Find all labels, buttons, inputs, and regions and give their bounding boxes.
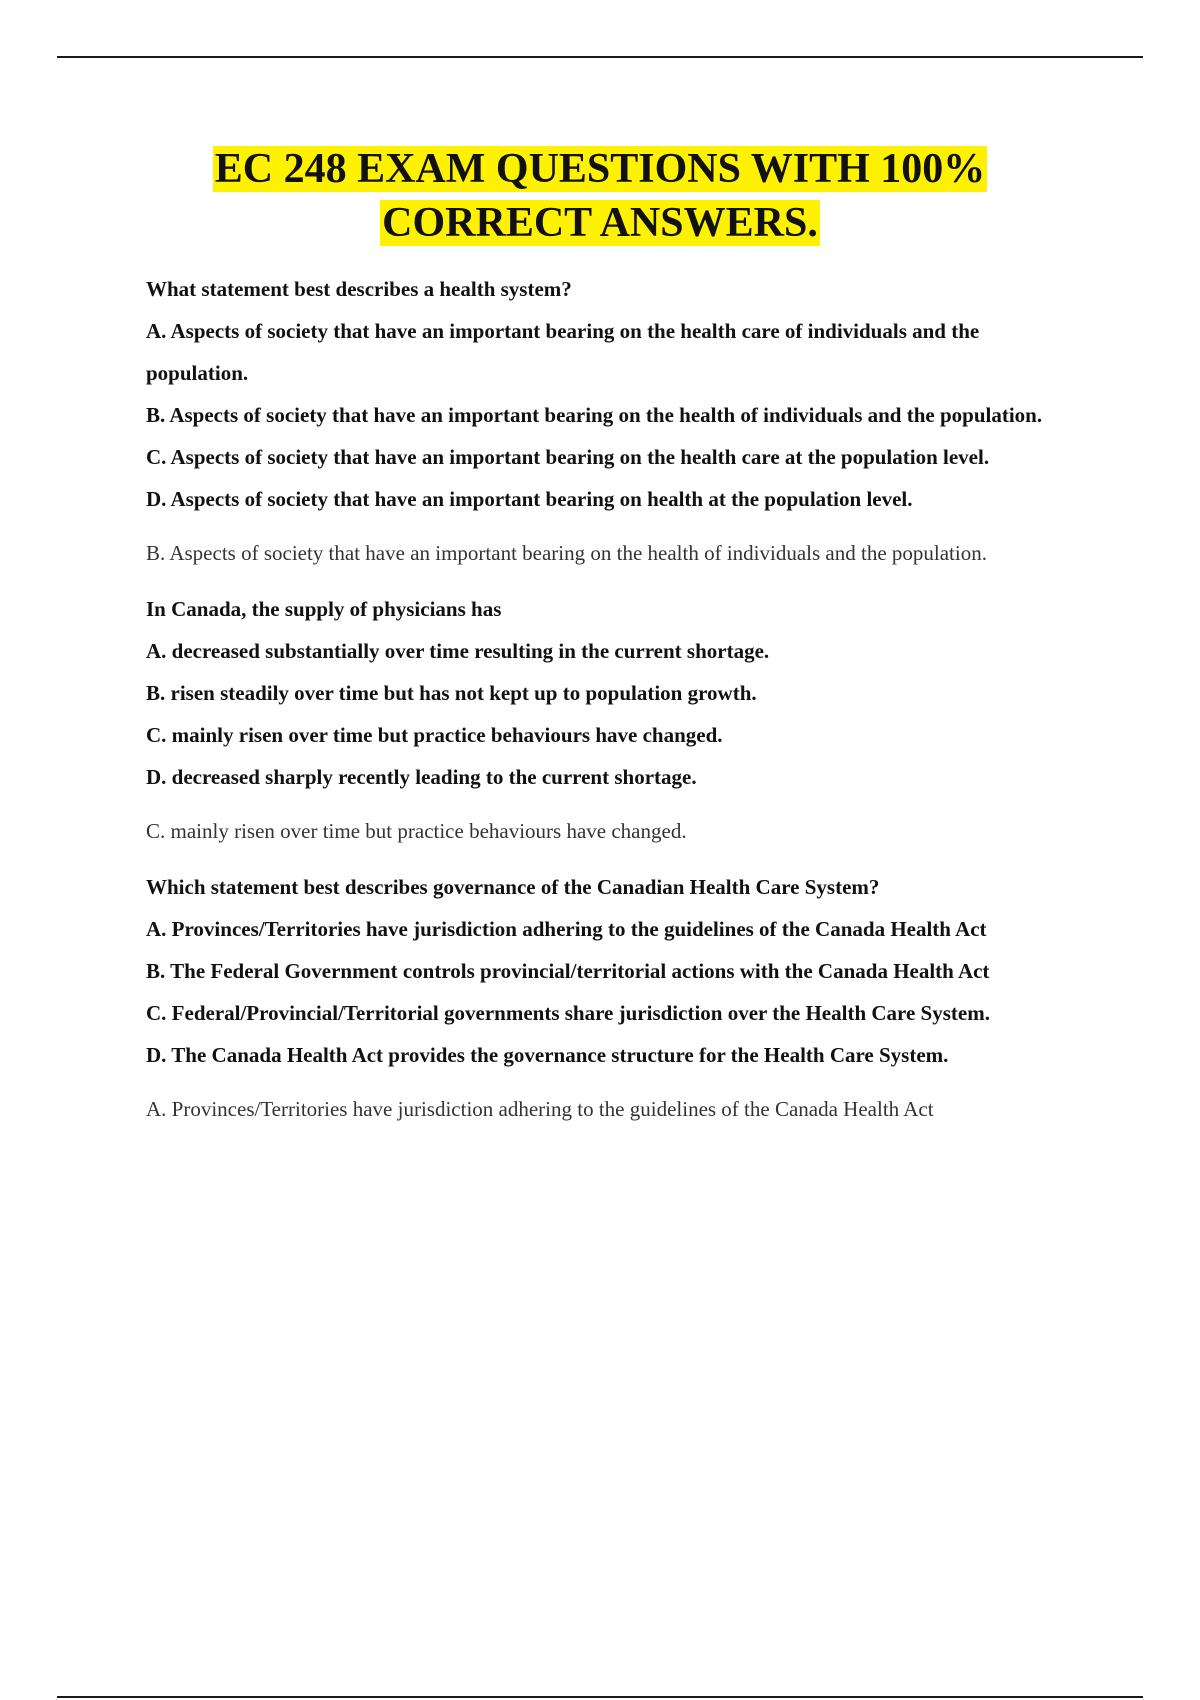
question-prompt: Which statement best describes governance of the Canadian Health Care System? <box>146 875 880 899</box>
option-c: C. Federal/Provincial/Territorial governments share jurisdiction over the Health Care System. <box>146 1001 990 1025</box>
option-b: B. Aspects of society that have an important bearing on the health of individuals and the population. <box>146 403 1043 427</box>
question-list <box>146 268 1086 1130</box>
correct-answer: B. Aspects of society that have an important bearing on the health of individuals and the population. <box>146 541 987 565</box>
question-block <box>146 866 1086 1130</box>
option-c: C. Aspects of society that have an important bearing on the health care at the population level. <box>146 445 990 469</box>
option-c: C. mainly risen over time but practice behaviours have changed. <box>146 723 723 747</box>
correct-answer: C. mainly risen over time but practice behaviours have changed. <box>146 819 687 843</box>
correct-answer: A. Provinces/Territories have jurisdiction adhering to the guidelines of the Canada Health Act <box>146 1097 934 1121</box>
option-a: A. Provinces/Territories have jurisdiction adhering to the guidelines of the Canada Health Act <box>146 917 987 941</box>
top-rule <box>57 56 1143 58</box>
question-block <box>146 588 1086 852</box>
option-a: A. decreased substantially over time resulting in the current shortage. <box>146 639 770 663</box>
option-b: B. The Federal Government controls provincial/territorial actions with the Canada Health Act <box>146 959 990 983</box>
question-block <box>146 268 1086 574</box>
document-title <box>0 142 1200 250</box>
question-prompt: What statement best describes a health system? <box>146 277 572 301</box>
title-line-1: EC 248 EXAM QUESTIONS WITH 100% <box>214 146 986 192</box>
option-d: D. The Canada Health Act provides the governance structure for the Health Care System. <box>146 1043 949 1067</box>
title-line-2: CORRECT ANSWERS. <box>382 200 818 246</box>
option-b: B. risen steadily over time but has not kept up to population growth. <box>146 681 757 705</box>
option-d: D. Aspects of society that have an important bearing on health at the population level. <box>146 487 913 511</box>
option-d: D. decreased sharply recently leading to the current shortage. <box>146 765 697 789</box>
question-prompt: In Canada, the supply of physicians has <box>146 597 502 621</box>
option-a: A. Aspects of society that have an important bearing on the health care of individuals and the population. <box>146 319 980 385</box>
bottom-rule <box>57 1696 1143 1698</box>
